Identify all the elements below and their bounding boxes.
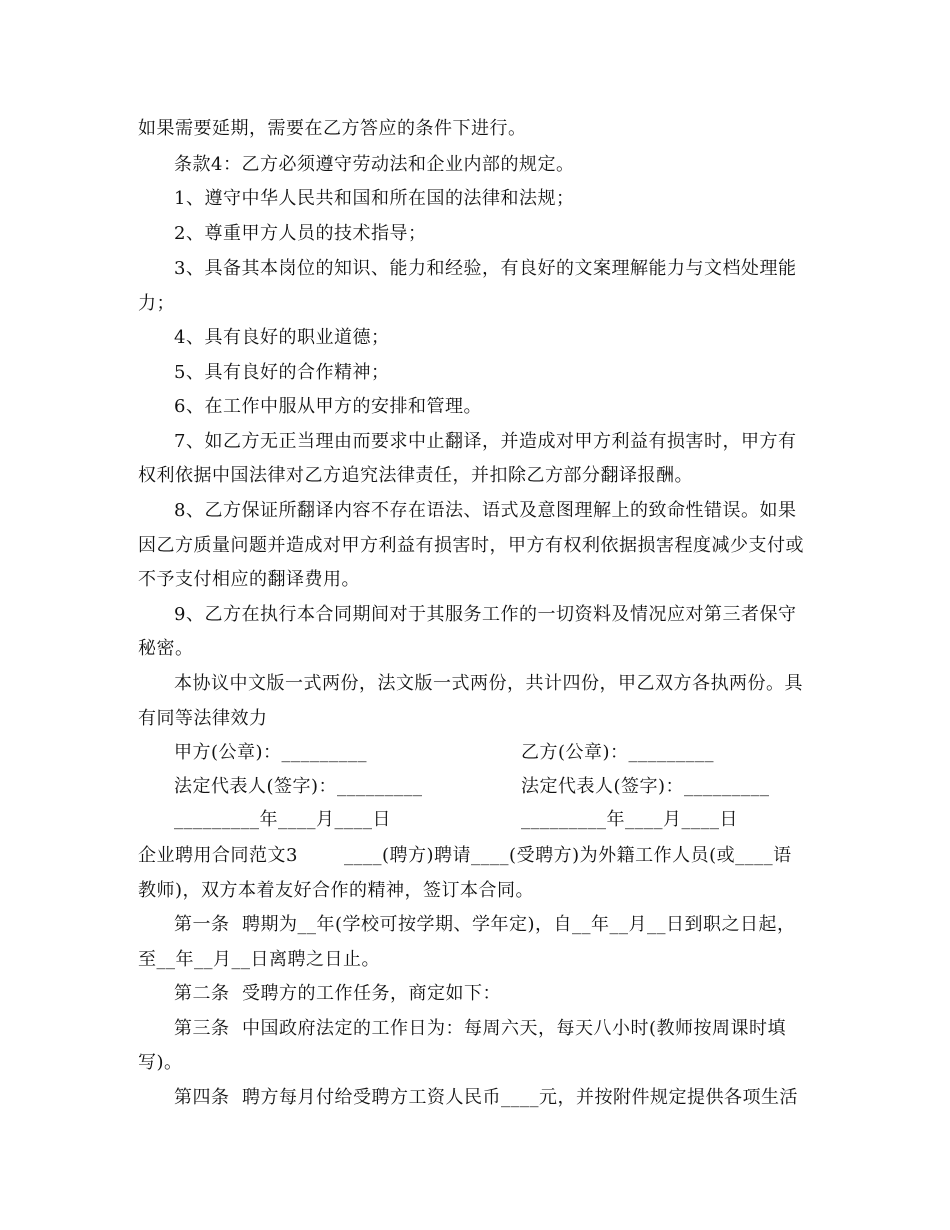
article-3-continued: 写)。: [138, 1052, 183, 1073]
list-item: 4、具有良好的职业道德；: [174, 327, 390, 348]
article-1: 第一条 聘期为__年(学校可按学期、学年定)，自__年__月__日到职之日起，: [174, 914, 796, 935]
list-item: 6、在工作中服从甲方的安排和管理。: [174, 396, 482, 417]
list-item-continued: 秘密。: [138, 638, 194, 659]
paragraph-line: ____(聘方)聘请____(受聘方)为外籍工作人员(或____语: [344, 845, 792, 866]
paragraph-line: 教师)，双方本着友好合作的精神，签订本合同。: [138, 880, 535, 901]
agreement-copies-line: 本协议中文版一式两份，法文版一式两份，共计四份，甲乙双方各执两份。具: [174, 673, 803, 694]
list-item: 2、尊重甲方人员的技术指导；: [174, 223, 427, 244]
article-3: 第三条 中国政府法定的工作日为：每周六天，每天八小时(教师按周课时填: [174, 1018, 786, 1039]
party-b-representative: 法定代表人(签字)：_________: [521, 776, 770, 797]
list-item: 3、具备其本岗位的知识、能力和经验，有良好的文案理解能力与文档处理能: [174, 258, 797, 279]
list-item-continued: 因乙方质量问题并造成对甲方利益有损害时，甲方有权利依据损害程度减少支付或: [138, 535, 804, 556]
article-2: 第二条 受聘方的工作任务，商定如下：: [174, 983, 501, 1004]
party-b-date: _________年____月____日: [521, 809, 738, 830]
article-4: 第四条 聘方每月付给受聘方工资人民币____元，并按附件规定提供各项生活: [174, 1087, 798, 1108]
agreement-copies-line: 有同等法律效力: [138, 708, 268, 729]
list-item-continued: 力；: [138, 293, 175, 314]
list-item: 9、乙方在执行本合同期间对于其服务工作的一切资料及情况应对第三者保守: [174, 604, 797, 625]
list-item: 1、遵守中华人民共和国和所在国的法律和法规；: [174, 188, 575, 209]
clause-4-heading: 条款4：乙方必须遵守劳动法和企业内部的规定。: [174, 154, 575, 175]
party-b-seal: 乙方(公章)：_________: [521, 742, 715, 763]
party-a-seal: 甲方(公章)：_________: [174, 742, 368, 763]
party-a-date: _________年____月____日: [174, 809, 391, 830]
list-item: 7、如乙方无正当理由而要求中止翻译，并造成对甲方利益有损害时，甲方有: [174, 431, 797, 452]
list-item-continued: 权利依据中国法律对乙方追究法律责任，并扣除乙方部分翻译报酬。: [138, 465, 693, 486]
list-item: 8、乙方保证所翻译内容不存在语法、语式及意图理解上的致命性错误。如果: [174, 500, 797, 521]
list-item-continued: 不予支付相应的翻译费用。: [138, 569, 360, 590]
paragraph-line: 如果需要延期，需要在乙方答应的条件下进行。: [138, 118, 527, 139]
list-item: 5、具有良好的合作精神；: [174, 362, 390, 383]
article-1-continued: 至__年__月__日离聘之日止。: [138, 949, 380, 970]
party-a-representative: 法定代表人(签字)：_________: [174, 776, 423, 797]
section-title: 企业聘用合同范文3: [138, 845, 298, 866]
